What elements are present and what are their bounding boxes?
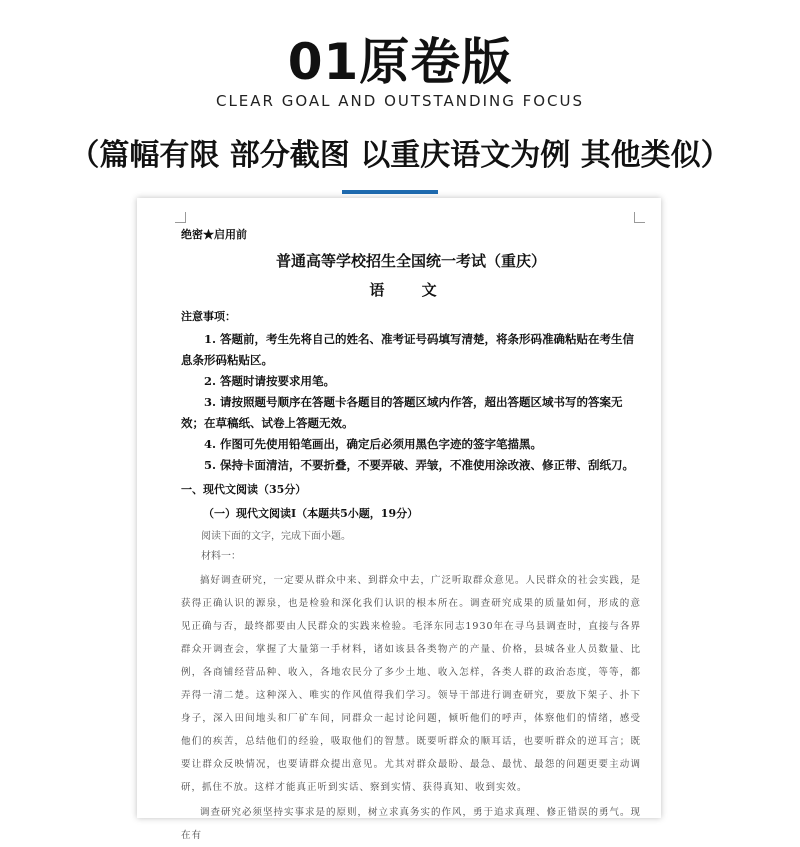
- note-item: 1. 答题前，考生先将自己的姓名、准考证号码填写清楚，将条形码准确粘贴在考生信息条形码粘贴区。: [181, 332, 635, 367]
- document-body: [181, 226, 641, 847]
- notes-heading: 注意事项：: [181, 310, 236, 323]
- subject-title: 语 文: [369, 281, 453, 299]
- subsection-heading: （一）现代文阅读Ⅰ（本题共5小题，19分）: [203, 507, 419, 520]
- page-note: （篇幅有限 部分截图 以重庆语文为例 其他类似）: [69, 138, 731, 173]
- page-corner-mark: [175, 212, 186, 223]
- page-subtitle: CLEAR GOAL AND OUTSTANDING FOCUS: [215, 92, 585, 110]
- exam-title: 普通高等学校招生全国统一考试（重庆）: [275, 252, 546, 270]
- body-paragraph: 调查研究必须坚持实事求是的原则，树立求真务实的作风，勇于追求真理、修正错误的勇气。现在有: [181, 807, 642, 841]
- page-corner-mark: [634, 212, 645, 223]
- note-item: 5. 保持卡面清洁，不要折叠，不要弄破、弄皱，不准使用涂改液、修正带、刮纸刀。: [204, 458, 635, 472]
- body-paragraph: 搞好调查研究，一定要从群众中来、到群众中去，广泛听取群众意见。人民群众的社会实践，是获得正确认识的源泉，也是检验和深化我们认识的根本所在。调查研究成果的质量如何，形成的意见正确与否，最终都要由人民群众的实践来检验。毛泽东同志1930年在寻乌县调查时，直接与各界群众开调查会，掌握了大量第一手材料，诸如该县各类物产的产量、价格，县城各业人员数量、比例，各商铺经营品种、收入，各地农民分了多少土地、收入怎样，各类人群的政治态度，等等，都弄得一清二楚。这种深入、唯实的作风值得我们学习。领导干部进行调查研究，要放下架子、扑下身子，深入田间地头和厂矿车间，同群众一起讨论问题，倾听他们的呼声，体察他们的情绪，感受他们的疾苦，总结他们的经验，吸取他们的智慧。既要听群众的顺耳话，也要听群众的逆耳言；既要让群众反映情况，也要请群众提出意见。尤其对群众最盼、最急、最忧、最怨的问题更要主动调研，抓住不放。这样才能真正听到实话、察到实情、获得真知、收到实效。: [181, 575, 642, 793]
- note-item: 2. 答题时请按要求用笔。: [204, 374, 336, 388]
- note-item: 4. 作图可先使用铅笔画出，确定后必须用黑色字迹的签字笔描黑。: [204, 437, 543, 451]
- section-heading: 一、现代文阅读（35分）: [181, 483, 307, 496]
- reading-instruction: 阅读下面的文字，完成下面小题。: [201, 531, 351, 542]
- page-title: 01原卷版: [287, 33, 513, 91]
- material-label: 材料一：: [201, 551, 241, 562]
- document-preview: [137, 198, 661, 841]
- note-item: 3. 请按照题号顺序在答题卡各题目的答题区域内作答，超出答题区域书写的答案无效；在草稿纸、试卷上答题无效。: [181, 395, 623, 430]
- accent-divider: [342, 190, 438, 194]
- secret-label: 绝密★启用前: [181, 228, 247, 241]
